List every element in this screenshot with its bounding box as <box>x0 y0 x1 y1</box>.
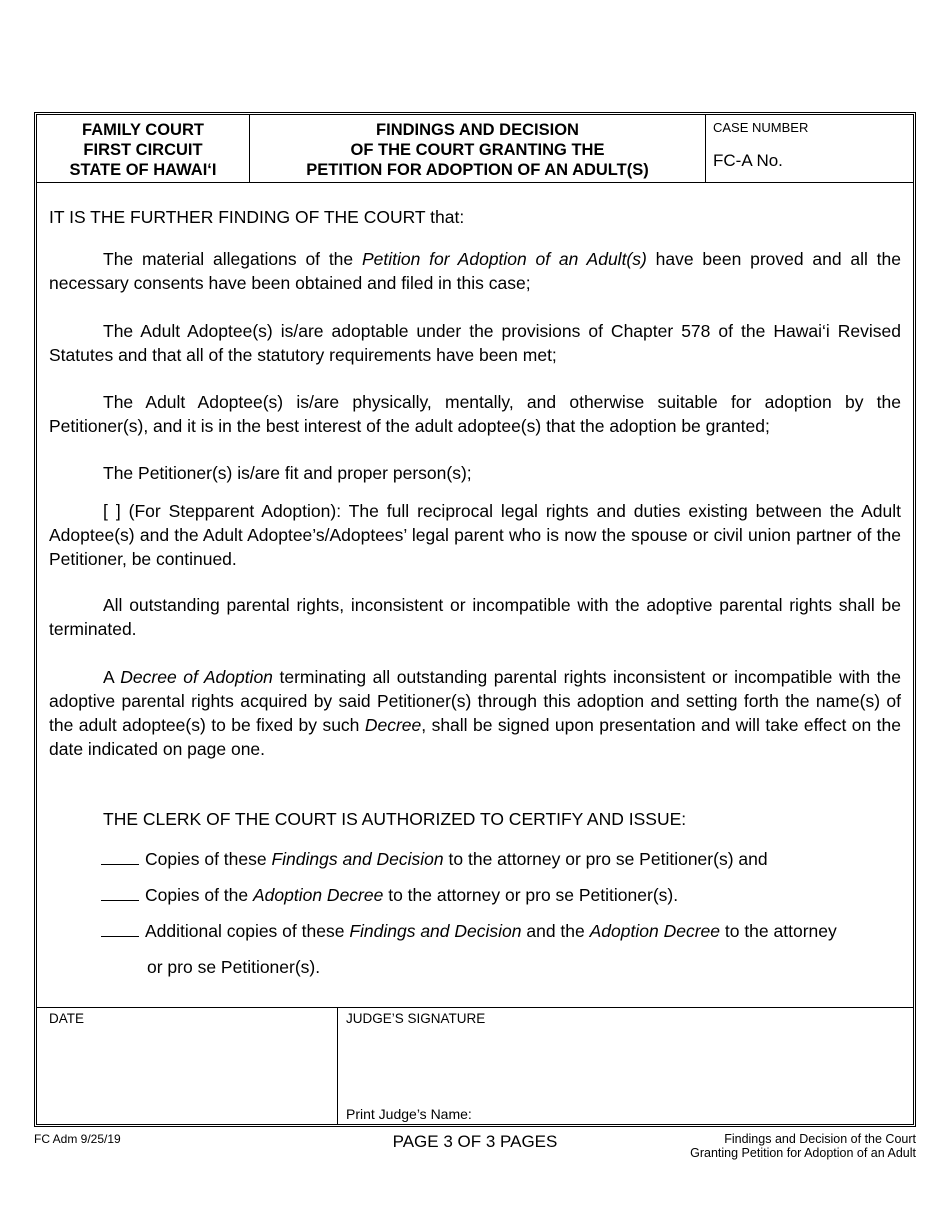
emphasis-text: Decree <box>364 715 422 735</box>
text-run: Copies of the <box>145 885 253 905</box>
text-run: Additional copies of these <box>145 921 350 941</box>
judge-signature-field[interactable] <box>338 1008 913 1124</box>
finding-paragraph-1 <box>49 247 901 295</box>
footer-document-title <box>690 1132 916 1160</box>
court-name-block <box>37 115 250 182</box>
copies-count-blank[interactable] <box>101 886 139 901</box>
form-frame <box>34 112 916 1127</box>
page-number: PAGE 3 OF 3 PAGES <box>392 1132 558 1151</box>
date-label: DATE <box>49 1011 85 1026</box>
intro-text: IT IS THE FURTHER FINDING OF THE COURT that: <box>49 207 465 227</box>
finding-paragraph-4: The Petitioner(s) is/are fit and proper person(s); <box>103 463 472 483</box>
case-number-field[interactable]: FC-A No. <box>713 151 783 170</box>
finding-paragraph-2: The Adult Adoptee(s) is/are adoptable under the provisions of Chapter 578 of the Hawai‘i Revised Statutes and that all of the statutory requirements have been met; <box>49 321 901 365</box>
copies-line-2 <box>101 883 678 907</box>
emphasis-text: Findings and Decision <box>349 921 522 941</box>
form-id: FC Adm 9/25/19 <box>34 1132 121 1146</box>
text-run: A <box>103 667 121 687</box>
case-number-block <box>706 115 913 182</box>
footer-title-line: Findings and Decision of the Court <box>724 1132 916 1146</box>
text-run: to the attorney <box>720 921 837 941</box>
footer-title-line: Granting Petition for Adoption of an Adult <box>690 1146 916 1160</box>
finding-paragraph-5 <box>49 499 901 571</box>
copies-line-3-continued: or pro se Petitioner(s). <box>147 957 321 977</box>
finding-paragraph-7 <box>49 665 901 761</box>
case-number-label: CASE NUMBER <box>713 120 809 135</box>
finding-paragraph-6: All outstanding parental rights, inconsistent or incompatible with the adoptive parental rights shall be terminated. <box>49 595 901 639</box>
text-run: Copies of these <box>145 849 272 869</box>
date-field[interactable] <box>37 1008 338 1124</box>
emphasis-text: Petition for Adoption of an Adult(s) <box>361 249 647 269</box>
copies-line-1 <box>101 847 768 871</box>
title-line: FINDINGS AND DECISION <box>376 121 579 139</box>
emphasis-text: Decree of Adoption <box>120 667 273 687</box>
court-line: FAMILY COURT <box>82 121 204 139</box>
court-line: FIRST CIRCUIT <box>83 141 203 159</box>
text-run: and the <box>521 921 590 941</box>
text-run: to the attorney or pro se Petitioner(s) and <box>443 849 768 869</box>
text-run: terminating all outstanding parental rights inconsistent or incompatible with the adoptive parental rights acquired by said Petitioner(s) through this adoption and setting forth the name(s) of the adult adoptee(s) to be fixed by such <box>49 667 901 735</box>
title-line: PETITION FOR ADOPTION OF AN ADULT(S) <box>306 161 649 179</box>
stepparent-checkbox[interactable]: [ ] <box>103 501 121 521</box>
findings-body <box>37 183 913 1007</box>
text-run: have been proved and all the necessary consents have been obtained and filed in this case; <box>49 249 902 293</box>
finding-paragraph-3: The Adult Adoptee(s) is/are physically, mentally, and otherwise suitable for adoption by the Petitioner(s), and it is in the best interest of the adult adoptee(s) that the adoption be granted; <box>49 392 901 436</box>
emphasis-text: Adoption Decree <box>252 885 384 905</box>
copies-count-blank[interactable] <box>101 922 139 937</box>
judge-signature-label: JUDGE’S SIGNATURE <box>346 1011 486 1026</box>
signature-block <box>37 1007 913 1124</box>
court-line: STATE OF HAWAI‘I <box>69 161 217 179</box>
copies-count-blank[interactable] <box>101 850 139 865</box>
text-run: (For Stepparent Adoption): The full reciprocal legal rights and duties existing between the Adult Adoptee(s) and the Adult Adoptee’s/Adoptees’ legal parent who is now the spouse or civil union partner of the Petitioner, be continued. <box>49 501 902 569</box>
text-run: to the attorney or pro se Petitioner(s). <box>383 885 679 905</box>
form-header <box>37 115 913 183</box>
copies-line-3 <box>101 919 837 943</box>
document-title-block <box>250 115 706 182</box>
emphasis-text: Adoption Decree <box>589 921 720 941</box>
title-line: OF THE COURT GRANTING THE <box>350 141 605 159</box>
text-run: The material allegations of the <box>103 249 362 269</box>
clerk-heading: THE CLERK OF THE COURT IS AUTHORIZED TO CERTIFY AND ISSUE: <box>103 809 687 829</box>
text-run: , shall be signed upon presentation and will take effect on the date indicated on page one. <box>49 715 901 759</box>
print-judge-name-label: Print Judge’s Name: <box>346 1106 472 1122</box>
emphasis-text: Findings and Decision <box>271 849 444 869</box>
